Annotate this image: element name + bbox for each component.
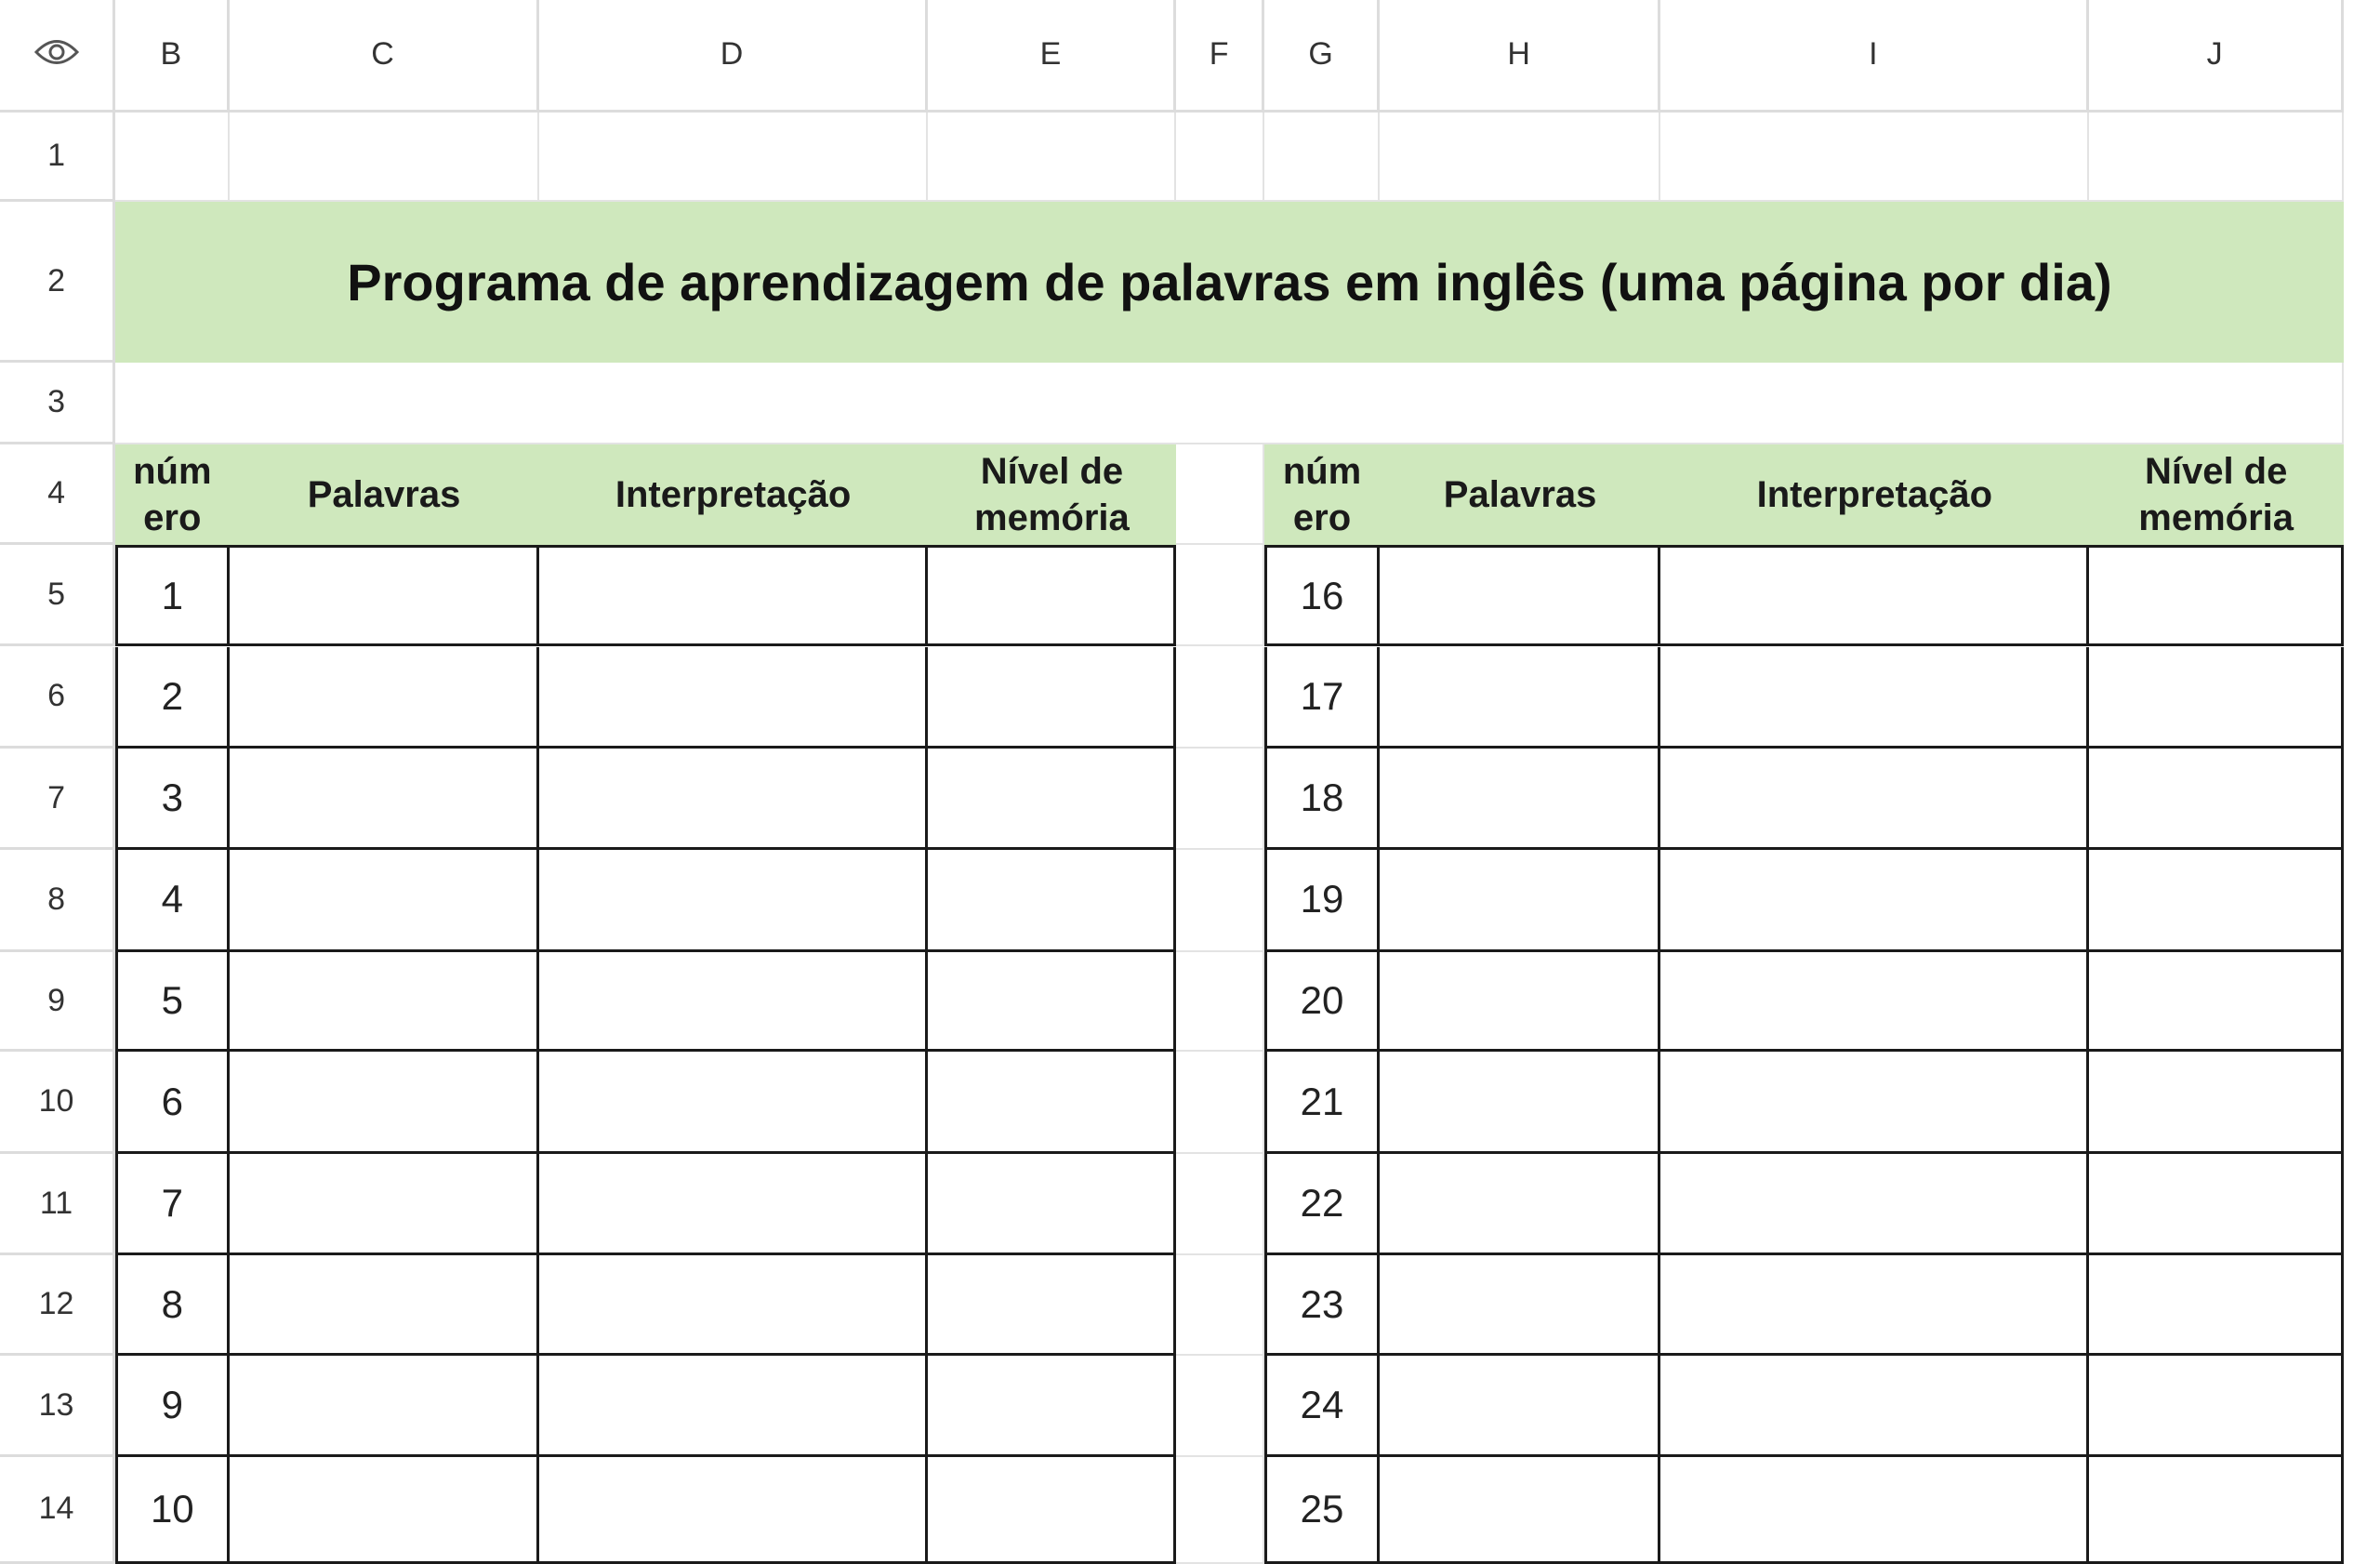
cell[interactable] [928,545,1177,646]
cell[interactable] [230,1356,539,1457]
header-interpretacao-right[interactable]: Interpretação [1660,444,2088,545]
column-header-f[interactable]: F [1176,0,1264,113]
row-number-cell[interactable]: 24 [1264,1356,1380,1457]
row-header-3[interactable]: 3 [0,363,115,444]
cell[interactable] [1380,952,1660,1053]
cell[interactable] [1176,1356,1264,1457]
cell[interactable] [539,1154,928,1255]
cell[interactable] [2089,1457,2344,1563]
cell[interactable] [2089,1154,2344,1255]
row-header-1[interactable]: 1 [0,113,115,202]
cell[interactable] [928,749,1177,850]
row-header-2[interactable]: 2 [0,202,115,363]
cell[interactable] [1176,1052,1264,1153]
cell[interactable] [2089,952,2344,1053]
cell[interactable] [230,647,539,749]
header-interpretacao-left[interactable]: Interpretação [539,444,928,545]
cell[interactable] [1660,1356,2088,1457]
cell[interactable] [1176,1255,1264,1356]
column-header-j[interactable]: J [2089,0,2344,113]
row-number-cell[interactable]: 2 [115,647,229,749]
cell[interactable] [539,1457,928,1563]
cell[interactable] [1380,1457,1660,1563]
cell[interactable] [230,850,539,951]
cell[interactable] [928,952,1177,1053]
cell[interactable] [1176,113,1264,202]
cell[interactable] [539,749,928,850]
cell[interactable] [1380,1255,1660,1356]
row-header-10[interactable]: 10 [0,1052,115,1153]
cell[interactable] [230,749,539,850]
cell[interactable] [1264,113,1380,202]
eye-icon[interactable] [33,36,80,73]
row-number-cell[interactable]: 8 [115,1255,229,1356]
cell[interactable] [539,1052,928,1153]
cell[interactable] [539,850,928,951]
row-number-cell[interactable]: 25 [1264,1457,1380,1563]
cell[interactable] [2089,749,2344,850]
cell[interactable] [1380,850,1660,951]
cell[interactable] [1176,647,1264,749]
row-number-cell[interactable]: 20 [1264,952,1380,1053]
cell[interactable] [1660,113,2088,202]
row-header-13[interactable]: 13 [0,1356,115,1457]
column-header-e[interactable]: E [928,0,1177,113]
column-header-b[interactable]: B [115,0,229,113]
column-header-c[interactable]: C [230,0,539,113]
sheet-title[interactable]: Programa de aprendizagem de palavras em inglês (uma página por dia) [115,202,2344,363]
cell[interactable] [928,1052,1177,1153]
row-number-cell[interactable]: 23 [1264,1255,1380,1356]
cell[interactable] [230,1154,539,1255]
row-number-cell[interactable]: 22 [1264,1154,1380,1255]
cell[interactable] [2089,545,2344,646]
cell[interactable] [1660,1052,2088,1153]
cell[interactable] [115,363,2344,444]
cell[interactable] [1660,749,2088,850]
row-number-cell[interactable]: 10 [115,1457,229,1563]
cell[interactable] [1660,1154,2088,1255]
cell[interactable] [1380,647,1660,749]
row-number-cell[interactable]: 6 [115,1052,229,1153]
cell[interactable] [1380,1356,1660,1457]
cell[interactable] [230,545,539,646]
row-number-cell[interactable]: 17 [1264,647,1380,749]
cell[interactable] [539,1255,928,1356]
header-palavras-right[interactable]: Palavras [1380,444,1660,545]
row-number-cell[interactable]: 5 [115,952,229,1053]
cell[interactable] [928,113,1177,202]
cell[interactable] [2089,1255,2344,1356]
row-header-12[interactable]: 12 [0,1255,115,1356]
cell[interactable] [1660,647,2088,749]
cell[interactable] [1660,545,2088,646]
cell[interactable] [928,1457,1177,1563]
row-number-cell[interactable]: 9 [115,1356,229,1457]
cell[interactable] [539,545,928,646]
cell[interactable] [1380,1052,1660,1153]
cell[interactable] [1176,850,1264,951]
header-numero-left[interactable]: núm ero [115,444,229,545]
cell[interactable] [2089,850,2344,951]
row-number-cell[interactable]: 19 [1264,850,1380,951]
cell[interactable] [1380,749,1660,850]
row-number-cell[interactable]: 7 [115,1154,229,1255]
cell[interactable] [539,113,928,202]
row-header-7[interactable]: 7 [0,749,115,850]
cell[interactable] [1380,113,1660,202]
cell[interactable] [928,850,1177,951]
cell[interactable] [928,1154,1177,1255]
cell[interactable] [1660,952,2088,1053]
row-number-cell[interactable]: 4 [115,850,229,951]
cell[interactable] [1380,545,1660,646]
row-header-11[interactable]: 11 [0,1154,115,1255]
row-header-4[interactable]: 4 [0,444,115,545]
row-number-cell[interactable]: 16 [1264,545,1380,646]
row-number-cell[interactable]: 18 [1264,749,1380,850]
cell[interactable] [115,113,229,202]
header-numero-right[interactable]: núm ero [1264,444,1380,545]
cell[interactable] [539,1356,928,1457]
cell[interactable] [1380,1154,1660,1255]
cell[interactable] [2089,647,2344,749]
cell[interactable] [1176,1154,1264,1255]
cell[interactable] [1176,1457,1264,1563]
column-header-i[interactable]: I [1660,0,2088,113]
cell[interactable] [1660,850,2088,951]
cell[interactable] [230,1052,539,1153]
cell[interactable] [230,952,539,1053]
cell[interactable] [1176,444,1264,545]
cell[interactable] [1660,1255,2088,1356]
header-nivel-de-memoria-left[interactable]: Nível de memória [928,444,1177,545]
header-palavras-left[interactable]: Palavras [230,444,539,545]
cell[interactable] [2089,113,2344,202]
cell[interactable] [928,1356,1177,1457]
select-all-corner[interactable] [0,0,115,113]
row-header-8[interactable]: 8 [0,850,115,951]
row-number-cell[interactable]: 21 [1264,1052,1380,1153]
column-header-d[interactable]: D [539,0,928,113]
cell[interactable] [928,647,1177,749]
column-header-g[interactable]: G [1264,0,1380,113]
cell[interactable] [2089,1052,2344,1153]
header-nivel-de-memoria-right[interactable]: Nível de memória [2089,444,2344,545]
row-header-6[interactable]: 6 [0,647,115,749]
cell[interactable] [928,1255,1177,1356]
row-number-cell[interactable]: 3 [115,749,229,850]
cell[interactable] [1176,749,1264,850]
cell[interactable] [230,1457,539,1563]
cell[interactable] [1176,545,1264,646]
cell[interactable] [1660,1457,2088,1563]
cell[interactable] [230,113,539,202]
column-header-h[interactable]: H [1380,0,1660,113]
cell[interactable] [230,1255,539,1356]
row-number-cell[interactable]: 1 [115,545,229,646]
cell[interactable] [539,952,928,1053]
cell[interactable] [539,647,928,749]
cell[interactable] [2089,1356,2344,1457]
cell[interactable] [1176,952,1264,1053]
row-header-14[interactable]: 14 [0,1457,115,1563]
row-header-9[interactable]: 9 [0,952,115,1053]
row-header-5[interactable]: 5 [0,545,115,646]
